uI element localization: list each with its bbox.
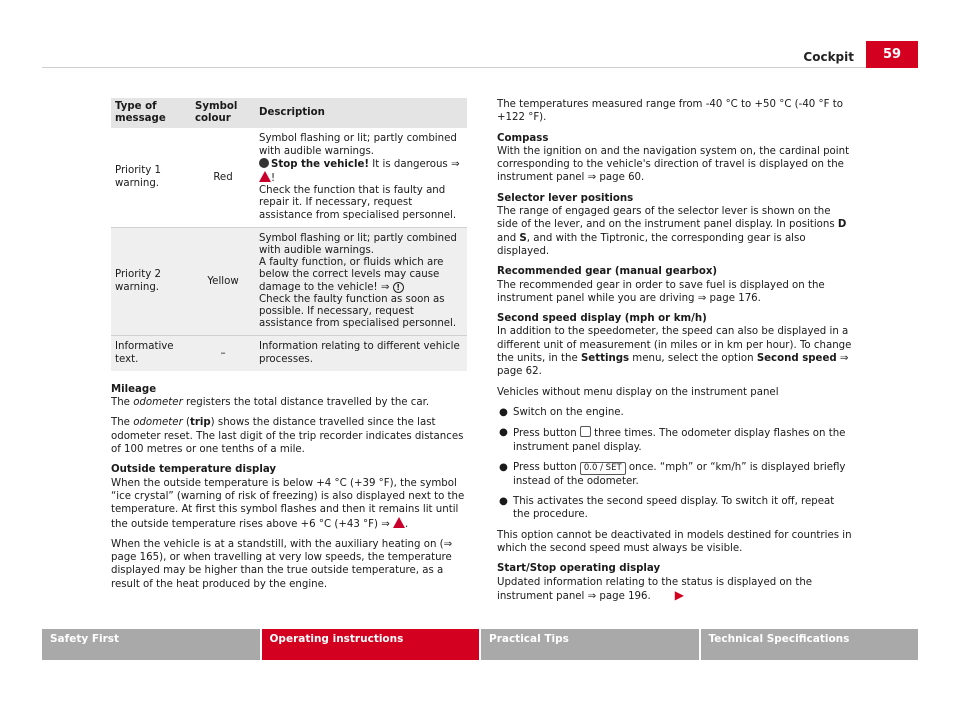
temperature-paragraph — [111, 477, 467, 531]
bullet-icon: ● — [499, 496, 508, 508]
text: Updated information relating to the status is displayed on the instrument panel ⇒ page 196. — [497, 576, 813, 602]
tab-safety-first[interactable]: Safety First — [42, 629, 260, 660]
warning-triangle-icon — [259, 171, 271, 182]
second-speed-heading: Second speed display (mph or km/h) — [497, 313, 707, 325]
desc-line: ! — [271, 173, 276, 185]
text: and — [497, 232, 520, 244]
desc-line: Check the faulty function as soon as possible. If necessary, request assistance from specialised personnel. — [259, 293, 457, 330]
text: . — [405, 518, 409, 530]
text: menu, select the option — [629, 353, 757, 365]
row-type: Informative text. — [111, 336, 191, 371]
section-title: Cockpit — [803, 50, 854, 64]
row-type: Priority 1 warning. — [115, 165, 161, 189]
text-emphasis: odometer — [133, 417, 183, 429]
column-header-colour: Symbol colour — [191, 98, 255, 128]
text-bold: S — [519, 232, 527, 244]
text: registers the total distance travelled by the car. — [182, 397, 430, 409]
bullet-icon: ● — [499, 461, 508, 473]
selector-paragraph — [497, 205, 853, 258]
text: ⇒ page 62. — [497, 353, 849, 378]
desc-bold: Stop the vehicle! — [271, 158, 370, 170]
row-colour: Yellow — [191, 227, 255, 336]
row-description — [255, 128, 467, 227]
column-header-type: Type of message — [111, 98, 191, 128]
text: The — [111, 417, 134, 429]
page-header — [0, 0, 960, 70]
second-speed-paragraph — [497, 325, 853, 378]
table-row — [111, 336, 467, 371]
footer-nav — [42, 629, 918, 660]
trip-paragraph — [111, 416, 467, 456]
text-emphasis: odometer — [133, 397, 183, 409]
bullet-icon: ● — [499, 427, 508, 439]
set-button-label: 0.0 / SET — [580, 462, 626, 475]
desc-line: It is dangerous ⇒ — [369, 158, 460, 170]
desc-line: Check the function that is faulty and repair it. If necessary, request assistance from specialised personnel. — [259, 185, 457, 221]
text-bold: D — [837, 219, 847, 231]
note-icon: ! — [393, 282, 404, 293]
text: When the outside temperature is below +4 °C (+39 °F), the symbol “ice crystal” (warning of risk of freezing) is also displayed next to the temperature. At first this symbol flashes and then it remains lit until the outside temperature rises above +6 °C (+43 °F) ⇒ — [111, 477, 465, 530]
list-item — [497, 461, 853, 488]
text: The range of engaged gears of the selector lever is shown on the side of the lever, and on the instrument panel display. In positions — [497, 206, 838, 231]
start-stop-heading: Start/Stop operating display — [497, 563, 661, 575]
text: In addition to the speedometer, the speed can also be displayed in a different unit of measurement (in miles or in km per hour). To change the units, in the — [497, 326, 852, 365]
text: ) shows the distance travelled since the last odometer reset. The last digit of the trip recorder indicates distances of 100 metres or one tenths of a mile. — [111, 417, 464, 456]
warning-types-table — [111, 98, 467, 371]
table-header-row — [111, 98, 467, 128]
desc-line: Symbol flashing or lit; partly combined with audible warnings. — [259, 232, 457, 257]
row-colour: Red — [213, 171, 233, 183]
continue-arrow-icon: ▶ — [674, 587, 684, 602]
tab-operating-instructions[interactable]: Operating instructions — [262, 629, 480, 660]
header-rule — [42, 67, 866, 68]
text-bold: Second speed — [756, 353, 837, 365]
temperature-heading: Outside temperature display — [111, 464, 277, 476]
page-number: 59 — [866, 41, 918, 68]
text-bold: trip — [189, 417, 211, 429]
display-button-icon — [580, 426, 591, 437]
selector-heading: Selector lever positions — [497, 192, 634, 204]
standstill-paragraph: When the vehicle is at a standstill, with the auxiliary heating on (⇒ page 165), or when travelling at very low speeds, the temperature displayed may be higher than the true outside temperature, as a result of the heat produced by the engine. — [111, 538, 453, 590]
text: ( — [182, 417, 190, 429]
text: Switch on the engine. — [513, 406, 624, 418]
no-menu-paragraph: Vehicles without menu display on the instrument panel — [497, 386, 779, 398]
text: This activates the second speed display. To switch it off, repeat the procedure. — [513, 496, 835, 521]
warning-triangle-icon — [393, 517, 405, 528]
temperature-range-paragraph: The temperatures measured range from -40 °C to +50 °C (-40 °F to +122 °F). — [497, 99, 843, 124]
text: three times. The odometer display flashes on the instrument panel display. — [513, 428, 846, 453]
row-colour: – — [191, 336, 255, 371]
recommended-gear-heading: Recommended gear (manual gearbox) — [497, 266, 718, 278]
recommended-gear-paragraph: The recommended gear in order to save fuel is displayed on the instrument panel while you are driving ⇒ page 176. — [497, 279, 825, 304]
tab-technical-specifications[interactable]: Technical Specifications — [701, 629, 919, 660]
desc-line: A faulty function, or fluids which are below the correct levels may cause damage to the vehicle! ⇒ — [259, 257, 444, 293]
compass-paragraph: With the ignition on and the navigation system on, the cardinal point corresponding to the vehicle's direction of travel is displayed on the instrument panel ⇒ page 60. — [497, 145, 850, 184]
text: once. “mph” or “km/h” is displayed briefly instead of the odometer. — [513, 461, 846, 487]
mileage-paragraph — [111, 396, 467, 409]
cannot-deactivate-paragraph: This option cannot be deactivated in models destined for countries in which the second speed must always be visible. — [497, 529, 852, 555]
compass-heading: Compass — [497, 132, 549, 144]
list-item — [497, 495, 853, 522]
list-item — [497, 426, 853, 454]
desc-line: Symbol flashing or lit; partly combined with audible warnings. — [259, 133, 457, 157]
mileage-heading: Mileage — [111, 383, 157, 395]
text: The — [111, 397, 134, 409]
bullet-icon: ● — [499, 406, 508, 418]
right-column — [497, 98, 853, 610]
text: , and with the Tiptronic, the corresponding gear is also displayed. — [497, 232, 806, 257]
text: Press button — [513, 428, 580, 440]
table-row — [111, 128, 467, 227]
table-row — [111, 227, 467, 336]
text: Press button — [513, 461, 580, 473]
row-description — [255, 227, 467, 336]
text-bold: Settings — [580, 353, 630, 365]
row-type: Priority 2 warning. — [111, 227, 191, 336]
row-description: Information relating to different vehicle processes. — [255, 336, 467, 371]
left-column — [111, 98, 467, 598]
list-item — [497, 406, 853, 419]
start-stop-paragraph — [497, 576, 853, 604]
column-header-description: Description — [255, 98, 467, 128]
stop-vehicle-icon — [259, 158, 269, 168]
tab-practical-tips[interactable]: Practical Tips — [481, 629, 699, 660]
